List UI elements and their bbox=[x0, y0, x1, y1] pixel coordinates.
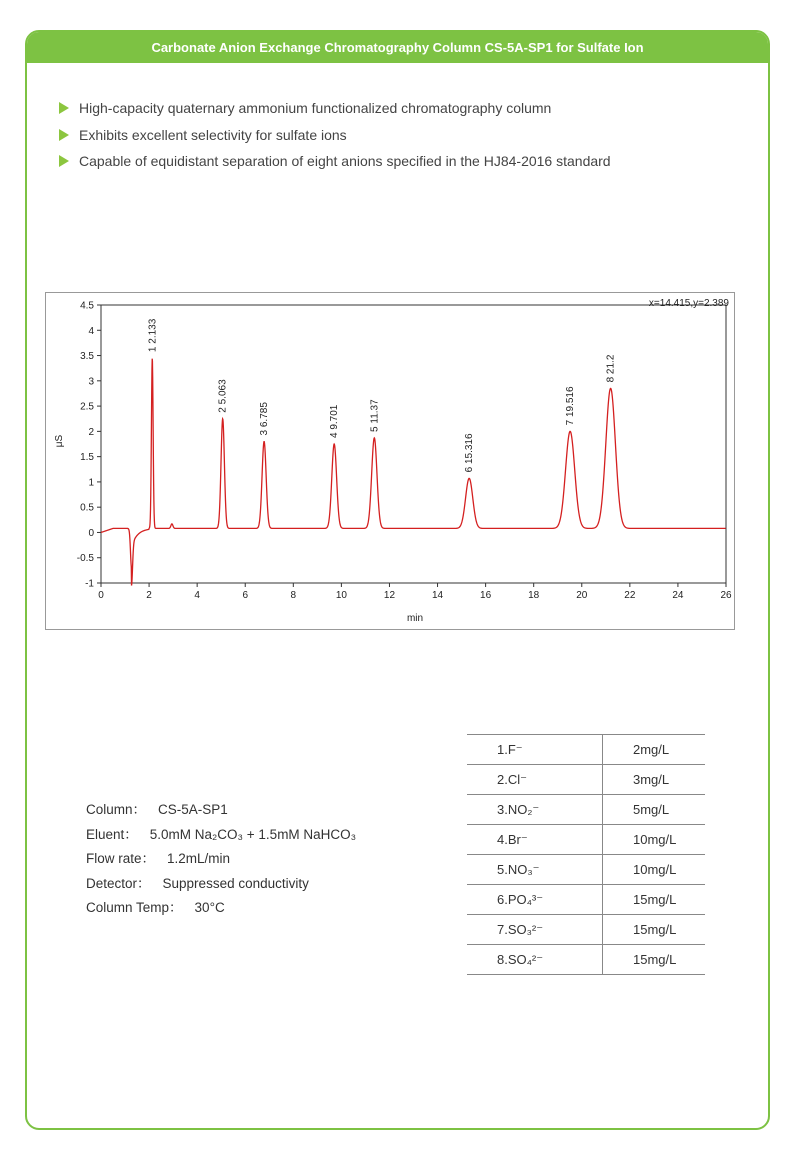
table-row bbox=[467, 945, 705, 975]
table-row bbox=[467, 765, 705, 795]
plot-frame bbox=[101, 305, 726, 583]
x-tick-label: 18 bbox=[528, 590, 540, 601]
condition-label: Column Temp： bbox=[86, 900, 183, 915]
conditions-panel bbox=[86, 798, 356, 921]
x-tick-label: 4 bbox=[194, 590, 200, 601]
feature-text: Capable of equidistant separation of eight anions specified in the HJ84-2016 standard bbox=[79, 153, 611, 169]
y-tick-label: -0.5 bbox=[76, 553, 94, 565]
y-tick-label: 2.5 bbox=[80, 401, 94, 413]
conc-cell: 10mg/L bbox=[603, 825, 706, 855]
x-tick-label: 0 bbox=[98, 590, 104, 601]
peak-label: 5 11.37 bbox=[369, 399, 381, 432]
feature-item bbox=[57, 95, 611, 122]
feature-item bbox=[57, 148, 611, 175]
y-tick-label: -1 bbox=[85, 578, 94, 590]
triangle-bullet-icon bbox=[59, 102, 69, 114]
conc-cell: 10mg/L bbox=[603, 855, 706, 885]
y-tick-label: 4.5 bbox=[80, 300, 94, 312]
x-tick-label: 26 bbox=[720, 590, 732, 601]
x-tick-label: 8 bbox=[290, 590, 297, 601]
chromatogram-chart bbox=[45, 292, 735, 630]
y-tick-label: 1 bbox=[88, 477, 94, 489]
condition-label: Eluent： bbox=[86, 826, 138, 842]
x-tick-label: 14 bbox=[431, 590, 444, 601]
ion-cell: 7.SO₃²⁻ bbox=[467, 915, 603, 945]
triangle-bullet-icon bbox=[59, 155, 69, 167]
feature-list bbox=[57, 95, 611, 175]
conc-cell: 2mg/L bbox=[603, 735, 706, 765]
condition-value: CS-5A-SP1 bbox=[158, 802, 228, 817]
y-tick-label: 1.5 bbox=[80, 452, 94, 464]
cursor-readout: x=14.415,y=2.389 bbox=[648, 298, 729, 309]
concentration-table bbox=[467, 734, 705, 975]
peak-label: 6 15.316 bbox=[464, 433, 476, 473]
x-tick-label: 6 bbox=[242, 590, 249, 601]
condition-value: Suppressed conductivity bbox=[162, 875, 309, 891]
y-tick-label: 2 bbox=[88, 426, 94, 438]
conc-cell: 3mg/L bbox=[603, 765, 706, 795]
table-row bbox=[467, 885, 705, 915]
x-tick-label: 2 bbox=[146, 590, 152, 601]
x-tick-label: 16 bbox=[480, 590, 492, 601]
peak-label: 4 9.701 bbox=[329, 404, 341, 438]
ion-cell: 1.F⁻ bbox=[467, 735, 603, 765]
peak-label: 1 2.133 bbox=[147, 318, 159, 353]
x-tick-label: 24 bbox=[672, 590, 684, 601]
table-row bbox=[467, 825, 705, 855]
conc-cell: 15mg/L bbox=[603, 915, 706, 945]
peak-label: 2 5.063 bbox=[217, 379, 229, 413]
ion-cell: 4.Br⁻ bbox=[467, 825, 603, 855]
condition-column bbox=[86, 798, 356, 823]
y-tick-label: 0 bbox=[88, 527, 94, 539]
x-axis-label: min bbox=[406, 613, 424, 624]
chromatogram-svg bbox=[46, 293, 734, 629]
peak-label: 7 19.516 bbox=[565, 386, 577, 426]
ion-cell: 3.NO₂⁻ bbox=[467, 795, 603, 825]
x-tick-label: 20 bbox=[576, 590, 588, 601]
condition-label: Flow rate： bbox=[86, 851, 156, 866]
condition-value: 5.0mM Na₂CO₃ + 1.5mM NaHCO₃ bbox=[149, 826, 357, 842]
x-tick-label: 10 bbox=[335, 590, 347, 601]
condition-value: 30°C bbox=[194, 900, 225, 915]
table-row bbox=[467, 855, 705, 885]
condition-flow-rate bbox=[86, 847, 356, 872]
card-header: Carbonate Anion Exchange Chromatography Column CS-5A-SP1 for Sulfate Ion bbox=[27, 32, 768, 63]
condition-detector bbox=[86, 872, 356, 897]
conc-cell: 15mg/L bbox=[603, 945, 706, 975]
ion-cell: 8.SO₄²⁻ bbox=[467, 945, 603, 975]
triangle-bullet-icon bbox=[59, 129, 69, 141]
condition-label: Column： bbox=[86, 802, 147, 817]
x-tick-label: 12 bbox=[383, 590, 396, 601]
condition-temperature bbox=[86, 896, 356, 921]
y-tick-label: 3.5 bbox=[80, 351, 94, 363]
feature-text: High-capacity quaternary ammonium functionalized chromatography column bbox=[79, 100, 552, 116]
ion-cell: 2.Cl⁻ bbox=[467, 765, 603, 795]
table-row bbox=[467, 735, 705, 765]
x-tick-label: 22 bbox=[624, 590, 636, 601]
ion-cell: 5.NO₃⁻ bbox=[467, 855, 603, 885]
ion-cell: 6.PO₄³⁻ bbox=[467, 885, 603, 915]
y-axis-label: μS bbox=[54, 434, 65, 448]
condition-eluent bbox=[86, 823, 356, 848]
conc-cell: 15mg/L bbox=[603, 885, 706, 915]
condition-label: Detector： bbox=[86, 875, 151, 891]
y-tick-label: 4 bbox=[88, 325, 94, 337]
conc-cell: 5mg/L bbox=[603, 795, 706, 825]
table-row bbox=[467, 915, 705, 945]
table-row bbox=[467, 795, 705, 825]
feature-item bbox=[57, 122, 611, 149]
feature-text: Exhibits excellent selectivity for sulfate ions bbox=[79, 126, 347, 143]
peak-label: 3 6.785 bbox=[259, 402, 271, 436]
chromatogram-trace bbox=[101, 359, 726, 586]
y-tick-label: 3 bbox=[88, 376, 94, 388]
peak-label: 8 21.2 bbox=[605, 354, 617, 383]
condition-value: 1.2mL/min bbox=[167, 851, 231, 866]
y-tick-label: 0.5 bbox=[80, 502, 94, 514]
